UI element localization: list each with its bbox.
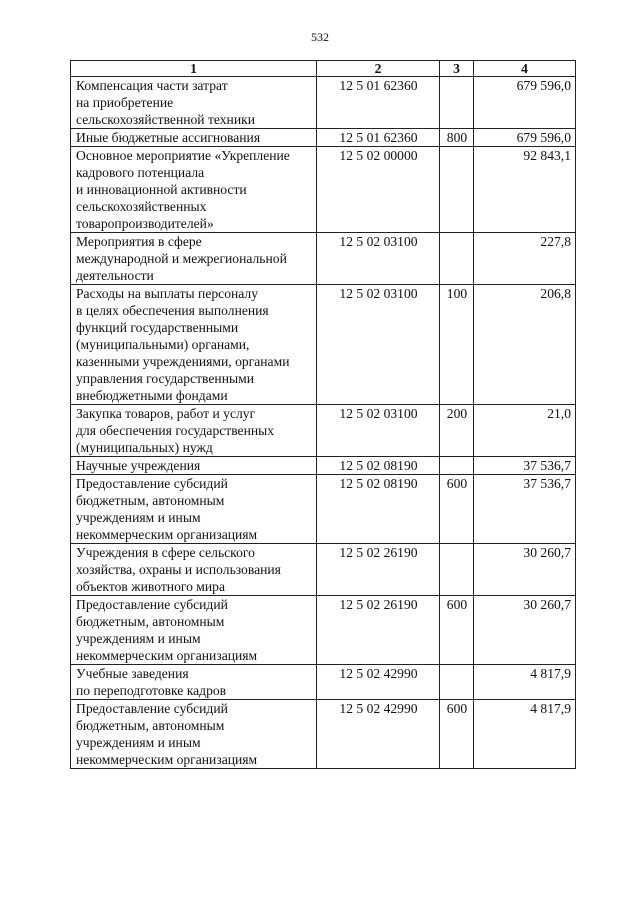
header-col-4: 4 (474, 61, 576, 77)
page-number: 532 (311, 30, 329, 44)
row-name-line: и инновационной активности (76, 182, 247, 197)
row-name-line: товаропроизводителей» (76, 216, 214, 231)
row-sum-cell: 92 843,1 (474, 147, 576, 233)
table-row (71, 700, 576, 769)
row-name-line: Иные бюджетные ассигнования (76, 130, 261, 145)
row-code-cell: 12 5 01 62360 (317, 77, 440, 129)
row-name-cell (71, 147, 317, 233)
row-name-cell (71, 475, 317, 544)
row-name-cell (71, 665, 317, 700)
row-name-line: учреждениям и иным (76, 510, 201, 525)
row-name-line: по переподготовке кадров (76, 683, 227, 698)
row-name-line: сельскохозяйственной техники (76, 112, 255, 127)
row-sum-cell: 37 536,7 (474, 475, 576, 544)
row-name-cell (71, 596, 317, 665)
row-type-cell: 600 (440, 475, 474, 544)
table-row (71, 129, 576, 147)
row-name-line: объектов животного мира (76, 579, 225, 594)
row-name-line: Учебные заведения (76, 666, 189, 681)
header-col-3: 3 (440, 61, 474, 77)
row-code-cell: 12 5 02 26190 (317, 544, 440, 596)
row-name-line: в целях обеспечения выполнения (76, 303, 269, 318)
row-name-line: Учреждения в сфере сельского (76, 545, 255, 560)
row-code-cell: 12 5 02 42990 (317, 665, 440, 700)
row-name-line: сельскохозяйственных (76, 199, 207, 214)
row-name-line: учреждениям и иным (76, 631, 201, 646)
row-name-line: казенными учреждениями, органами (76, 354, 290, 369)
row-type-cell (440, 77, 474, 129)
row-name-line: хозяйства, охраны и использования (76, 562, 281, 577)
row-type-cell: 600 (440, 596, 474, 665)
row-name-line: на приобретение (76, 95, 174, 110)
row-code-cell: 12 5 02 03100 (317, 285, 440, 405)
row-name-line: бюджетным, автономным (76, 614, 225, 629)
row-sum-cell: 37 536,7 (474, 457, 576, 475)
row-name-line: бюджетным, автономным (76, 718, 225, 733)
row-sum-cell: 30 260,7 (474, 544, 576, 596)
budget-table (70, 60, 576, 769)
table-row (71, 544, 576, 596)
row-name-line: внебюджетными фондами (76, 388, 228, 403)
row-sum-cell: 30 260,7 (474, 596, 576, 665)
row-type-cell (440, 665, 474, 700)
row-name-cell (71, 129, 317, 147)
row-name-line: Расходы на выплаты персоналу (76, 286, 258, 301)
row-name-line: Предоставление субсидий (76, 701, 228, 716)
table-row (71, 405, 576, 457)
row-sum-cell: 679 596,0 (474, 129, 576, 147)
row-sum-cell: 4 817,9 (474, 700, 576, 769)
row-name-cell (71, 77, 317, 129)
row-name-line: учреждениям и иным (76, 735, 201, 750)
row-type-cell (440, 457, 474, 475)
header-col-1: 1 (71, 61, 317, 77)
table-row (71, 147, 576, 233)
row-code-cell: 12 5 02 03100 (317, 405, 440, 457)
row-type-cell (440, 147, 474, 233)
row-name-line: бюджетным, автономным (76, 493, 225, 508)
row-type-cell: 600 (440, 700, 474, 769)
row-sum-cell: 4 817,9 (474, 665, 576, 700)
row-type-cell (440, 233, 474, 285)
row-name-line: (муниципальными) органами, (76, 337, 250, 352)
row-name-cell (71, 544, 317, 596)
row-code-cell: 12 5 02 26190 (317, 596, 440, 665)
row-name-cell (71, 457, 317, 475)
row-name-cell (71, 285, 317, 405)
table-row (71, 596, 576, 665)
row-name-line: некоммерческим организациям (76, 648, 258, 663)
row-sum-cell: 679 596,0 (474, 77, 576, 129)
table-row (71, 457, 576, 475)
row-name-line: международной и межрегиональной (76, 251, 287, 266)
row-sum-cell: 227,8 (474, 233, 576, 285)
table-row (71, 77, 576, 129)
table-row (71, 475, 576, 544)
row-name-line: управления государственными (76, 371, 254, 386)
row-sum-cell: 206,8 (474, 285, 576, 405)
row-name-line: некоммерческим организациям (76, 752, 258, 767)
table-body (71, 77, 576, 769)
row-name-line: Предоставление субсидий (76, 597, 228, 612)
row-name-cell (71, 405, 317, 457)
header-row (71, 61, 576, 77)
row-name-line: (муниципальных) нужд (76, 440, 213, 455)
row-name-line: Мероприятия в сфере (76, 234, 202, 249)
row-type-cell: 100 (440, 285, 474, 405)
row-code-cell: 12 5 02 08190 (317, 475, 440, 544)
row-sum-cell: 21,0 (474, 405, 576, 457)
row-name-line: Предоставление субсидий (76, 476, 228, 491)
row-name-line: кадрового потенциала (76, 165, 205, 180)
row-code-cell: 12 5 02 03100 (317, 233, 440, 285)
row-name-line: Научные учреждения (76, 458, 201, 473)
row-name-line: для обеспечения государственных (76, 423, 275, 438)
table-row (71, 285, 576, 405)
row-type-cell: 800 (440, 129, 474, 147)
row-name-line: Основное мероприятие «Укрепление (76, 148, 290, 163)
row-code-cell: 12 5 01 62360 (317, 129, 440, 147)
row-name-line: функций государственными (76, 320, 239, 335)
row-name-cell (71, 233, 317, 285)
table-row (71, 233, 576, 285)
table-row (71, 665, 576, 700)
row-type-cell (440, 544, 474, 596)
row-type-cell: 200 (440, 405, 474, 457)
row-name-line: Закупка товаров, работ и услуг (76, 406, 256, 421)
row-name-cell (71, 700, 317, 769)
row-name-line: Компенсация части затрат (76, 78, 228, 93)
row-code-cell: 12 5 02 42990 (317, 700, 440, 769)
row-name-line: деятельности (76, 268, 154, 283)
row-name-line: некоммерческим организациям (76, 527, 258, 542)
row-code-cell: 12 5 02 00000 (317, 147, 440, 233)
header-col-2: 2 (317, 61, 440, 77)
row-code-cell: 12 5 02 08190 (317, 457, 440, 475)
